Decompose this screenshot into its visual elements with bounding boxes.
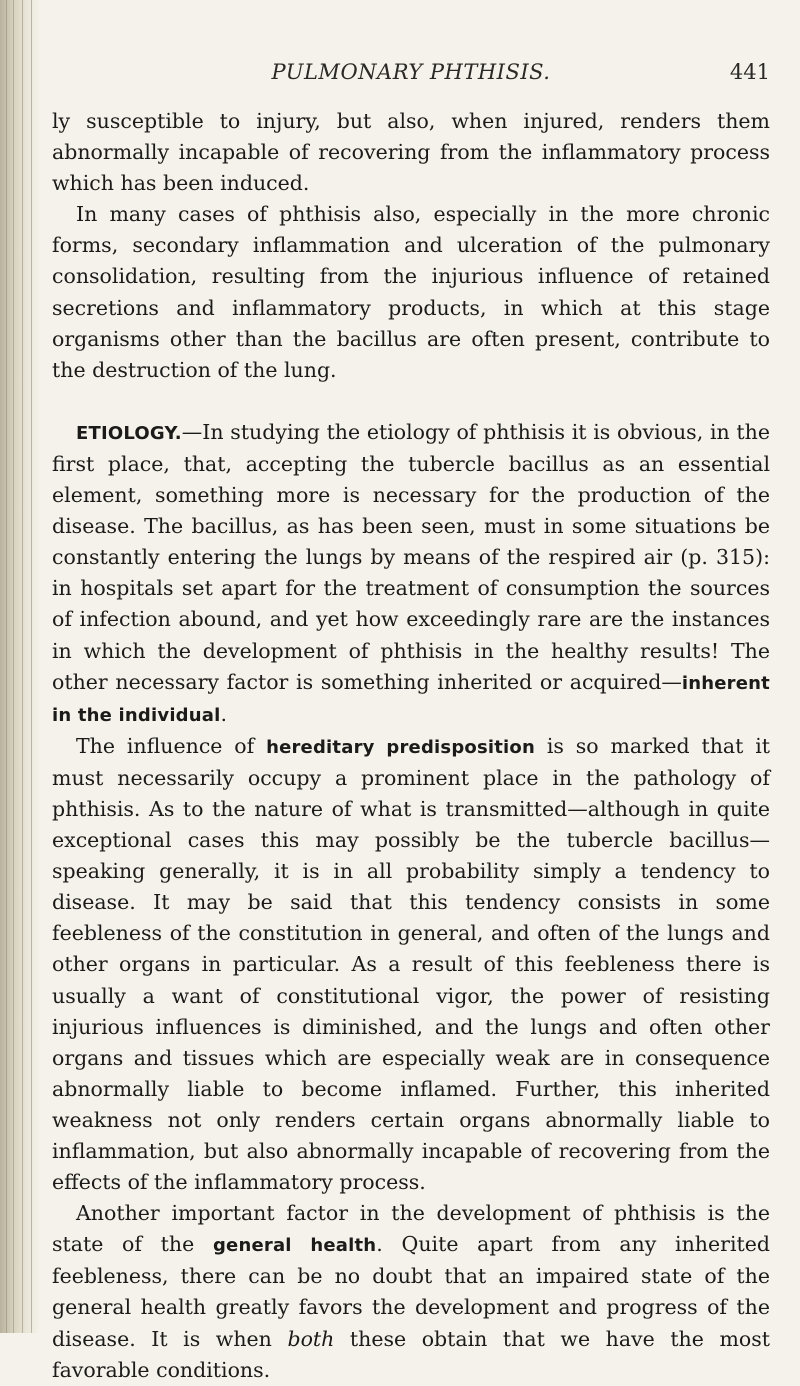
book-page <box>52 60 771 1382</box>
paragraph-secondary-inflammation: In many cases of phthisis also, especially in the more chronic forms, secondary inflammation and ulceration of the pulmonary consolidation, resulting from the injurious influence of retained secretions and inflammatory products, in which at this stage organisms other than the bacillus are often present, contribute to the destruction of the lung. <box>52 202 770 382</box>
emphasis-both: both <box>287 1326 335 1351</box>
page-header <box>52 60 770 90</box>
keyword-hereditary-predisposition: hereditary predisposition <box>266 736 536 758</box>
keyword-inherent: inherent in the individual <box>52 672 770 726</box>
paragraph-general-health: Another important factor in the development of phthisis is the state of the general health. Quite apart from any inherited feebleness, there can be no doubt that an impaired state of the general health greatly favors the development and progress of the disease. It is when both these obtain that we have the most favorable conditions. <box>52 1201 770 1382</box>
keyword-general-health: general health <box>212 1235 377 1257</box>
section-heading-etiology: ETIOLOGY. <box>76 422 182 444</box>
paragraph-etiology: ETIOLOGY.—In studying the etiology of phthisis it is obvious, in the first place, that, accepting the tubercle bacillus as an essential element, something more is necessary for the production of the disease. The bacillus, as has been seen, must in some situations be constantly entering the lungs by means of the respired air (p. 315): in hospitals set apart for the treatment of consumption the sources of infection abound, and yet how exceedingly rare are the instances in which the development of phthisis in the healthy results! The other necessary factor is something inherited or acquired—inherent in the individual. <box>52 419 770 726</box>
running-title: PULMONARY PHTHISIS. <box>271 60 551 84</box>
page-body <box>52 106 770 1386</box>
paragraph-hereditary: The influence of hereditary predisposition is so marked that it must necessarily occupy a prominent place in the pathology of phthisis. As to the nature of what is transmitted—although in quite exceptional cases this may possibly be the tubercle bacillus—speaking generally, it is in all probability simply a tendency to disease. It may be said that this tendency consists in some feebleness of the constitution in general, and often of the lungs and other organs in particular. As a result of this feebleness there is usually a want of constitutional vigor, the power of resisting injurious influences is diminished, and the lungs and often other organs and tissues which are especially weak are in consequence abnormally liable to become inflamed. Further, this inherited weakness not only renders certain organs abnormally liable to inflammation, but also abnormally incapable of recovering from the effects of the inflammatory process. <box>52 733 771 1195</box>
book-binding-edge <box>0 0 40 1333</box>
page-number: 441 <box>729 60 770 84</box>
paragraph-continuation: ly susceptible to injury, but also, when injured, renders them abnormally incapable of recovering from the inflammatory process which has been induced. <box>52 109 770 196</box>
